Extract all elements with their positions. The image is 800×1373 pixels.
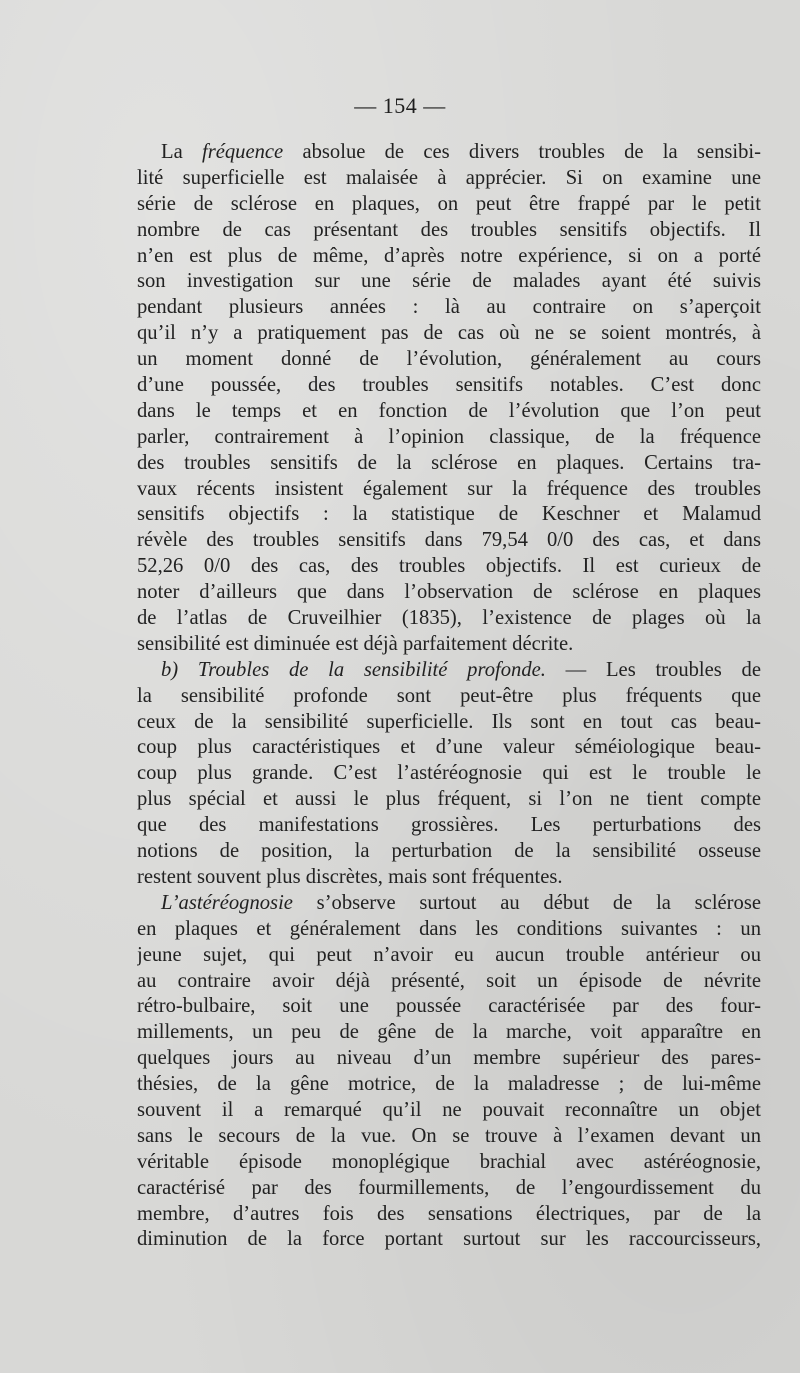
text-line (137, 244, 761, 270)
text-line (137, 166, 761, 192)
line-text: sensitifs objectifs : la statistique de Keschner et Malamud (137, 503, 761, 526)
text-line (137, 787, 761, 813)
line-text: en plaques et généralement dans les conditions suivantes : un (137, 917, 761, 940)
body-text (137, 140, 761, 1253)
text-line (137, 994, 761, 1020)
line-text: pendant plusieurs années : là au contraire on s’aperçoit (137, 296, 761, 319)
line-text: membre, d’autres fois des sensations électriques, par de la (137, 1202, 761, 1225)
line-text: au contraire avoir déjà présenté, soit un épisode de névrite (137, 969, 761, 992)
text-line (137, 140, 761, 166)
line-text: série de sclérose en plaques, on peut être frappé par le petit (137, 192, 761, 215)
text-line (137, 1150, 761, 1176)
line-text: que des manifestations grossières. Les perturbations des (137, 814, 761, 837)
line-text: vaux récents insistent également sur la fréquence des troubles (137, 477, 761, 500)
text-line (137, 813, 761, 839)
text-line (137, 943, 761, 969)
line-text: ceux de la sensibilité superficielle. Ils sont en tout cas beau- (137, 710, 761, 733)
text-line (137, 1202, 761, 1228)
line-text: son investigation sur une série de malades ayant été suivis (137, 270, 761, 293)
line-text: n’en est plus de même, d’après notre expérience, si on a porté (137, 244, 761, 267)
line-text: caractérisé par des fourmillements, de l’engourdissement du (137, 1176, 761, 1199)
text-line (137, 1227, 761, 1253)
text-line (137, 192, 761, 218)
text-line (137, 477, 761, 503)
text-line (137, 502, 761, 528)
line-text: la sensibilité profonde sont peut-être plus fréquents que (137, 684, 761, 707)
italic-term: fréquence (202, 141, 284, 163)
text-line (137, 684, 761, 710)
italic-term: b) Troubles de la sensibilité profonde. (161, 658, 546, 681)
line-text: sans le secours de la vue. On se trouve à l’examen devant un (137, 1124, 761, 1147)
line-text: dans le temps et en fonction de l’évolution que l’on peut (137, 399, 761, 422)
text-line (137, 1072, 761, 1098)
line-text: notions de position, la perturbation de la sensibilité osseuse (137, 840, 761, 863)
text-line (137, 321, 761, 347)
line-text: thésies, de la gêne motrice, de la maladresse ; de lui-même (137, 1073, 761, 1096)
text-line (137, 839, 761, 865)
text-line (137, 917, 761, 943)
text-line (137, 1124, 761, 1150)
text-line (137, 554, 761, 580)
text-line (137, 295, 761, 321)
italic-term: L’astéréognosie (161, 891, 293, 914)
line-text: quelques jours au niveau d’un membre supérieur des pares- (137, 1047, 761, 1070)
line-text: sensibilité est diminuée est déjà parfaitement décrite. (137, 632, 574, 655)
line-text: millements, un peu de gêne de la marche, voit apparaître en (137, 1021, 761, 1044)
text-line (137, 1020, 761, 1046)
line-text: jeune sujet, qui peut n’avoir eu aucun trouble antérieur ou (137, 943, 761, 966)
text-line (137, 658, 761, 684)
line-text: noter d’ailleurs que dans l’observation de sclérose en plaques (137, 581, 761, 604)
text-line (137, 269, 761, 295)
line-text: des troubles sensitifs de la sclérose en plaques. Certains tra- (137, 451, 761, 474)
text-line (137, 1046, 761, 1072)
line-text: d’une poussée, des troubles sensitifs notables. C’est donc (137, 374, 761, 397)
line-text: véritable épisode monoplégique brachial avec astéréognosie, (137, 1150, 761, 1173)
text-line (137, 347, 761, 373)
text-line (137, 1098, 761, 1124)
text-line (137, 969, 761, 995)
line-text: restent souvent plus discrètes, mais sont fréquentes. (137, 865, 563, 888)
text-line (137, 1176, 761, 1202)
text-line (137, 865, 761, 891)
text-line (137, 710, 761, 736)
line-text: s’observe surtout au début de la sclérose (292, 891, 761, 914)
line-text: lité superficielle est malaisée à apprécier. Si on examine une (137, 166, 761, 189)
text-line (137, 761, 761, 787)
line-text: diminution de la force portant surtout sur les raccourcisseurs, (137, 1228, 761, 1251)
text-line (137, 606, 761, 632)
line-text: parler, contrairement à l’opinion classique, de la fréquence (137, 425, 761, 448)
line-text: nombre de cas présentant des troubles sensitifs objectifs. Il (137, 218, 761, 241)
text-line (137, 632, 761, 658)
line-text: souvent il a remarqué qu’il ne pouvait reconnaître un objet (137, 1098, 761, 1121)
page-number: — 154 — (354, 93, 446, 118)
text-line (137, 451, 761, 477)
line-text: un moment donné de l’évolution, généralement au cours (137, 348, 761, 371)
line-text: rétro-bulbaire, soit une poussée caractérisée par des four- (137, 995, 761, 1018)
text-line (137, 580, 761, 606)
text-line (137, 399, 761, 425)
line-text: absolue de ces divers troubles de la sensibi- (283, 141, 761, 163)
text-line (137, 373, 761, 399)
line-text: — Les troubles de (545, 658, 761, 681)
line-text: révèle des troubles sensitifs dans 79,54 0/0 des cas, et dans (137, 529, 761, 552)
line-text: plus spécial et aussi le plus fréquent, si l’on ne tient compte (137, 788, 761, 811)
line-text: qu’il n’y a pratiquement pas de cas où ne se soient montrés, à (137, 322, 761, 345)
line-text: La (161, 141, 202, 163)
text-line (137, 735, 761, 761)
text-line (137, 528, 761, 554)
text-line (137, 891, 761, 917)
text-line (137, 425, 761, 451)
line-text: 52,26 0/0 des cas, des troubles objectifs. Il est curieux de (137, 555, 761, 578)
line-text: coup plus grande. C’est l’astéréognosie qui est le trouble le (137, 762, 761, 785)
line-text: coup plus caractéristiques et d’une valeur séméiologique beau- (137, 736, 761, 759)
text-line (137, 218, 761, 244)
line-text: de l’atlas de Cruveilhier (1835), l’existence de plages où la (137, 607, 761, 630)
